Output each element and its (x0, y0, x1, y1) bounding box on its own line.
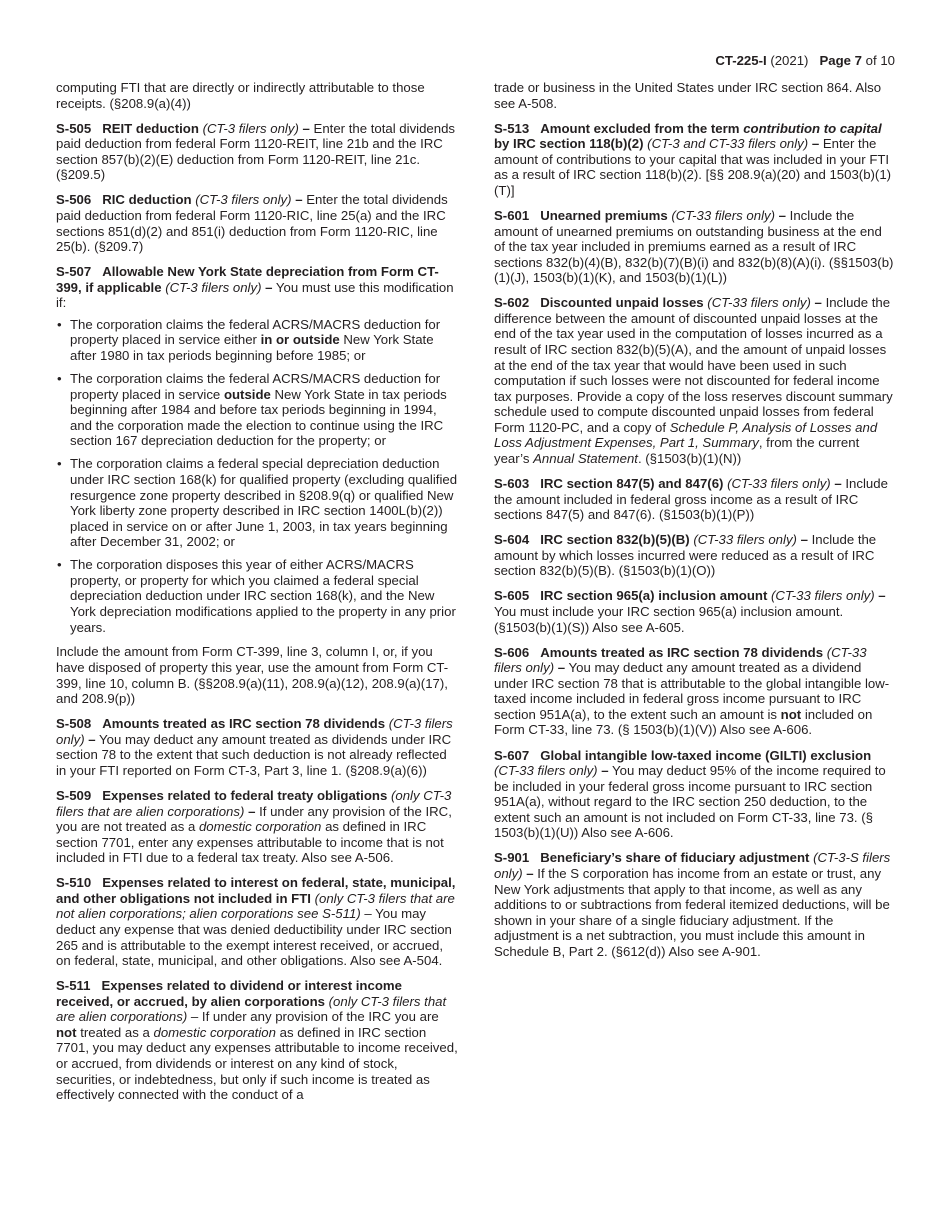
right-column (494, 80, 896, 969)
section-code: S-606 (494, 644, 530, 660)
section-qualifier: (CT-3-S filers only) (494, 850, 891, 881)
section-body: You must use this modification if: (56, 279, 454, 311)
section-dash: – (88, 731, 96, 747)
section-qualifier: (CT-33 filers only) (771, 588, 875, 604)
section-title: Amounts treated as IRC section 78 dividends (102, 716, 386, 732)
section-dash: – (295, 192, 303, 208)
section-code: S-603 (494, 475, 530, 491)
section-title: Expenses related to dividend or interest income received, or accrued, by alien corporations (56, 978, 402, 1009)
section-body: Include the amount of unearned premiums on outstanding business at the end of the tax year included in premiums earned as a result of IRC sections 832(b)(4)(B), 832(b)(7)(B)(i) and 832(b)(8)(A)(i). (§§1503(b)(1)(J), 1503(b)(1)(K), and 1503(b)(1)(L)) (494, 208, 894, 286)
section-s604 (494, 532, 896, 579)
section-dash: – (557, 660, 566, 676)
section-s602: S-602 Discounted unpaid losses (CT-33 filers only) – Include the difference between the amount of discounted unpaid losses at the end of the tax year used in the computation of losses incurred as a result of IRC section 832(b)(5)(A), and the amount of unpaid losses at the end of the tax year that would have been used in such computation if such losses were not discounted for federal income tax purposes. Provide a copy of the loss reserves discount summary schedule used to compute discounted unpaid losses from federal Form 1120-PC, and a copy of Schedule P, Analysis of Losses and Loss Adjustment Expenses, Part 1, Summary, from the current year’s Annual Statement. (§1503(b)(1)(N)) (494, 295, 893, 466)
section-dash: – (601, 763, 609, 779)
section-dash: – (302, 120, 310, 136)
section-code: S-508 (56, 716, 92, 732)
section-qualifier: (CT-3 filers only) (195, 192, 292, 208)
section-code: S-513 (494, 120, 530, 136)
s507-instructions: Include the amount from Form CT-399, line 3, column I, or, if you have disposed of property this year, use the amount from Form CT-399, line 10, column B. (§§208.9(a)(11), 208.9(a)(12), 208.9(a)(17), and 208.9(p)) (56, 644, 449, 707)
section-s513: S-513 Amount excluded from the term contribution to capital by IRC section 118(b)(2) (CT-3 and CT-33 filers only) – Enter the amount of contributions to your capital that was included in your FTI as a result of IRC section 118(b)(2). [§§ 208.9(a)(20) and 1503(b)(1)(T)] (494, 120, 892, 198)
section-body: You may deduct any expense that was denied deductibility under IRC section 265 and is attributable to the exempt interest received, or accrued, on federal, state, municipal, and other obligations. Also see A-504. (56, 906, 452, 969)
section-title: RIC deduction (102, 192, 192, 208)
section-s506 (56, 192, 460, 254)
section-code: S-507 (56, 264, 92, 280)
section-title: Unearned premiums (540, 208, 668, 224)
section-body: You must include your IRC section 965(a) inclusion amount. (§1503(b)(1)(S)) Also see A-605. (494, 603, 844, 635)
section-s601 (494, 208, 896, 286)
section-qualifier: (CT-33 filers only) (494, 644, 867, 676)
list-item: • The corporation disposes this year of either ACRS/MACRS property, or property for which you claimed a federal special depreciation deduction under IRC section 168(k), and the New York depreciation modifications applied to the property in any prior years. (56, 557, 460, 635)
section-s607 (494, 748, 896, 841)
section-title: IRC section 832(b)(5)(B) (540, 532, 690, 548)
section-code: S-509 (56, 788, 92, 804)
section-body: You may deduct 95% of the income required to be included in your federal gross income pursuant to IRC section 951A(a), without regard to the IRC section 250 deduction, to the extent such an amount is not included on Form CT-33, line 73. (§ 1503(b)(1)(U)) Also see A-606. (494, 763, 886, 841)
section-s505 (56, 121, 460, 183)
section-body: Include the amount by which losses incurred were reduced as a result of IRC section 832(b)(5)(B). (§1503(b)(1)(O)) (494, 532, 877, 579)
list-item: • The corporation claims the federal ACRS/MACRS deduction for property placed in service either in or outside New York State after 1980 in tax periods beginning before 1985; or (56, 317, 460, 364)
section-code: S-607 (494, 747, 530, 763)
section-code: S-601 (494, 208, 530, 224)
section-qualifier: (CT-33 filers only) (494, 763, 598, 779)
section-dash: – (834, 475, 842, 491)
section-s507 (56, 264, 460, 311)
section-dash: – (364, 906, 372, 922)
section-title: Discounted unpaid losses (540, 295, 704, 311)
section-code: S-605 (494, 588, 530, 604)
section-qualifier: (only CT-3 filers that are not alien corporations; alien corporations see S-511) (56, 890, 455, 922)
section-dash: – (814, 295, 822, 311)
list-item: • The corporation claims a federal special depreciation deduction under IRC section 168(k) for qualified property (excluding qualified resurgence zone property described in §208.9(q) or qualified New York liberty zone property described in IRC section 1400L(b)(2)) placed in service on or after June 1, 2003, in tax years beginning after December 31, 2002; or (56, 456, 460, 549)
section-code: S-602 (494, 295, 530, 311)
section-code: S-604 (494, 532, 530, 548)
section-title: Expenses related to interest on federal, state, municipal, and other obligations not included in FTI (56, 875, 456, 906)
section-qualifier: (only CT-3 filers that are alien corporations) (56, 993, 447, 1025)
section-body: You may deduct any amount treated as dividends under IRC section 78 to the extent that such deduction is not already reflected in your FTI reported on Form CT-3, Part 3, line 1. (§208.9(a)(6)) (56, 731, 452, 778)
section-title: Global intangible low-taxed income (GILTI) exclusion (540, 747, 872, 763)
section-qualifier: (CT-33 filers only) (707, 295, 811, 311)
section-code: S-510 (56, 875, 92, 891)
section-dash: – (248, 803, 256, 819)
section-title: Allowable New York State depreciation from Form CT-399, if applicable (56, 264, 439, 295)
section-qualifier: (CT-3 filers only) (56, 716, 453, 747)
page-total: of 10 (865, 53, 895, 68)
section-body: Enter the amount of contributions to your capital that was included in your FTI as a result of IRC section 118(b)(2). [§§ 208.9(a)(20) and 1503(b)(1)(T)] (494, 136, 892, 198)
section-s901 (494, 850, 896, 959)
intro-paragraph: computing FTI that are directly or indirectly attributable to those receipts. (§208.9(a)(4)) (56, 80, 425, 111)
form-year: (2021) (770, 53, 809, 68)
form-number: CT-225-I (715, 53, 767, 68)
section-s605 (494, 588, 896, 635)
section-qualifier: (CT-33 filers only) (693, 532, 797, 548)
section-dash: – (778, 208, 786, 224)
section-title: Expenses related to federal treaty obligations (102, 788, 388, 804)
continued-paragraph: trade or business in the United States under IRC section 864. Also see A-508. (494, 80, 882, 111)
section-dash: – (878, 588, 886, 604)
section-s511: S-511 Expenses related to dividend or interest income received, or accrued, by alien corporations (only CT-3 filers that are alien corporations) – If under any provision of the IRC you are not treated as a domestic corporation as defined in IRC section 7701, you may deduct any expenses attributable to income received, or accrued, from dividends or interest on any kind of stock, securities, or indebtedness, but only if such income is treated as effectively connected with the conduct of a (56, 978, 458, 1103)
section-code: S-506 (56, 192, 92, 208)
section-code: S-901 (494, 850, 530, 866)
section-title: IRC section 847(5) and 847(6) (540, 475, 724, 491)
section-s508 (56, 716, 460, 778)
left-column (56, 80, 460, 1112)
section-body: If the S corporation has income from an estate or trust, any New York adjustments that apply to that income, as well as any additions to or subtractions from federal itemized deductions, will be shown in your share of a single fiduciary adjustment. If the adjustment is a net subtraction, you must include this amount in Schedule B, Part 2. (§612(d)) Also see A-901. (494, 865, 890, 959)
section-qualifier: (CT-3 filers only) (165, 279, 262, 295)
section-body: Enter the total dividends paid deduction from federal Form 1120-REIT, line 21b and the IRC section 857(b)(2)(E) deduction from Form 1120-REIT, line 21c. (§209.5) (56, 120, 456, 183)
section-s509: S-509 Expenses related to federal treaty obligations (only CT-3 filers that are alien corporations) – If under any provision of the IRC, you are not treated as a domestic corporation as defined in IRC section 7701, enter any expenses attributable to income that is not included in FTI due to a federal tax treaty. Also see A-506. (56, 788, 452, 866)
section-dash: – (800, 532, 808, 548)
section-title: Beneficiary’s share of fiduciary adjustment (540, 850, 810, 866)
section-qualifier: (only CT-3 filers that are alien corporations) (56, 788, 452, 819)
section-code: S-511 (56, 978, 91, 994)
section-title: REIT deduction (102, 120, 199, 136)
s507-conditions-list (56, 317, 460, 635)
section-title: IRC section 965(a) inclusion amount (540, 588, 768, 604)
section-dash: – (811, 136, 820, 152)
section-qualifier: (CT-33 filers only) (727, 475, 831, 491)
section-s606: S-606 Amounts treated as IRC section 78 dividends (CT-33 filers only) – You may deduct any amount treated as a dividend under IRC section 78 that is attributable to the global intangible low-taxed income included in federal gross income pursuant to IRC section 951A(a), to the extent such an amount is not included on Form CT-33, line 73. (§ 1503(b)(1)(V)) Also see A-606. (494, 644, 890, 738)
section-qualifier: (CT-3 and CT-33 filers only) (647, 136, 809, 152)
section-qualifier: (CT-3 filers only) (202, 120, 299, 136)
section-dash: – (190, 1009, 199, 1025)
section-code: S-505 (56, 120, 92, 136)
section-s510 (56, 875, 460, 968)
page-number: Page 7 (819, 53, 862, 68)
section-dash: – (526, 865, 534, 881)
section-body: Enter the total dividends paid deduction from federal Form 1120-RIC, line 25(a) and the IRC sections 851(d)(2) and 851(i) deduction from Form 1120-RIC, line 25(b). (§209.7) (56, 192, 448, 255)
page-header (715, 53, 895, 69)
section-qualifier: (CT-33 filers only) (671, 208, 775, 224)
list-item: • The corporation claims the federal ACRS/MACRS deduction for property placed in service outside New York State in tax periods beginning after 1984 and before tax periods beginning in 1994, and the corporation made the election to continue using the IRC section 167 depreciation deduction for the property; or (56, 371, 460, 449)
section-s603 (494, 476, 896, 523)
section-body: Include the amount included in federal gross income as a result of IRC sections 847(5) and 847(6). (§1503(b)(1)(P)) (494, 475, 888, 523)
section-dash: – (265, 279, 273, 295)
section-title: Amounts treated as IRC section 78 dividends (540, 644, 824, 660)
